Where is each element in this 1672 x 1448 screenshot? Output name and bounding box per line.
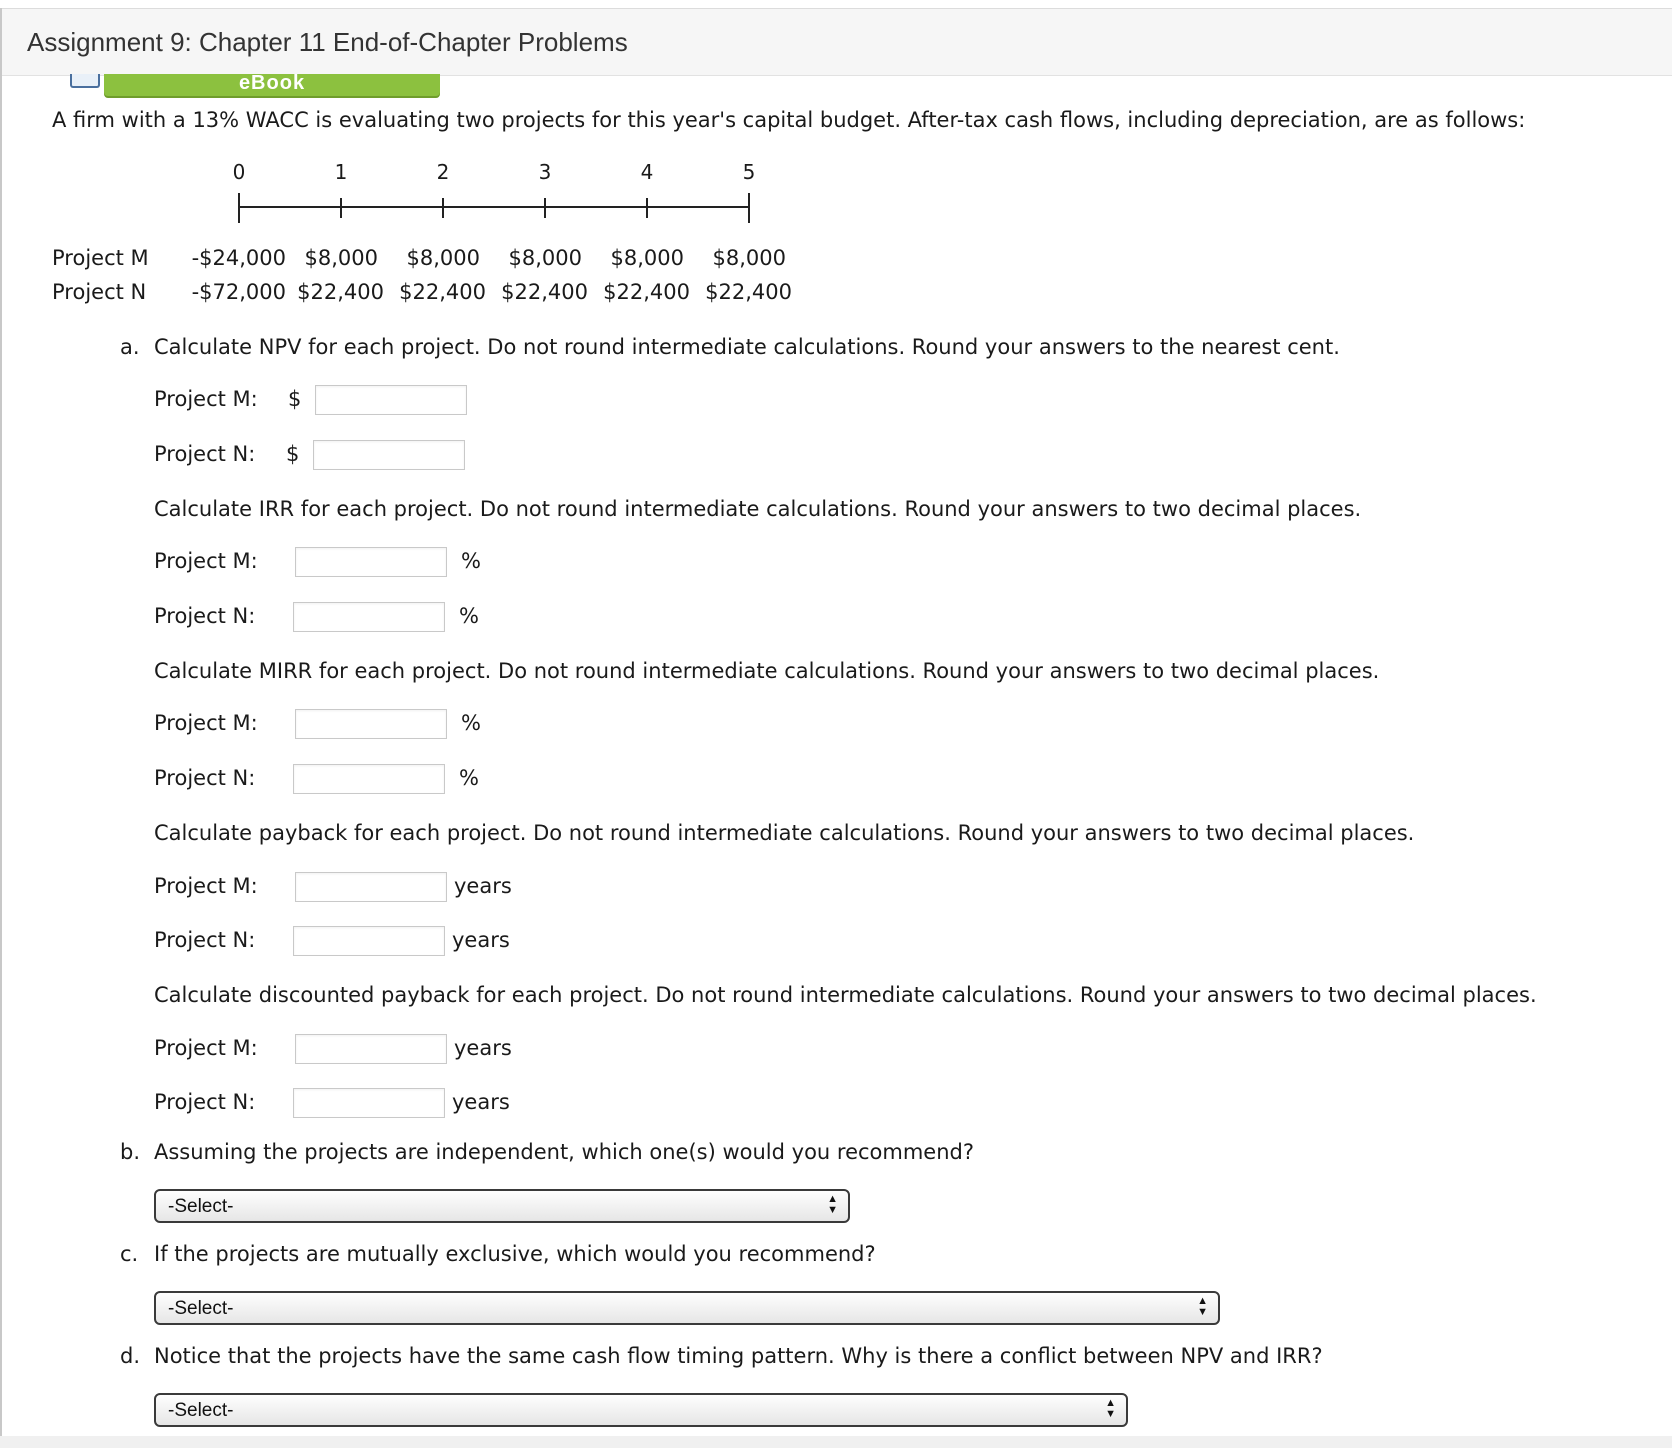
timeline-tick [442,198,444,218]
part-c-question: If the projects are mutually exclusive, which would you recommend? [154,1242,876,1266]
mirr-label-n: Project N: [154,766,256,790]
cash-flow-value: -$24,000 [191,246,286,270]
timeline-tick [238,193,240,223]
part-b-marker: b. [120,1140,141,1164]
npv-label-m: Project M: [154,387,258,411]
select-arrows-icon: ▲ ▼ [1105,1397,1116,1420]
years-unit: years [454,874,512,898]
payback-input-m[interactable] [295,872,447,902]
cash-flow-value: $8,000 [610,246,684,270]
assignment-title: Assignment 9: Chapter 11 End-of-Chapter Problems [27,27,628,57]
timeline-tick [748,193,750,223]
timeline-tick [646,198,648,218]
timeline-period-1: 1 [334,160,348,184]
project-name: Project M [52,246,149,270]
timeline-tick [544,198,546,218]
npv-label-n: Project N: [154,442,256,466]
mirr-input-m[interactable] [295,709,447,739]
percent-unit: % [459,766,479,790]
payback-label-m: Project M: [154,874,258,898]
payback-prompt: Calculate payback for each project. Do not round intermediate calculations. Round your answers to two decimal places. [154,821,1415,845]
cash-flow-value: $22,400 [399,280,486,304]
discounted-payback-input-m[interactable] [295,1034,447,1064]
cash-flow-value: $22,400 [501,280,588,304]
irr-prompt: Calculate IRR for each project. Do not round intermediate calculations. Round your answers to two decimal places. [154,497,1362,521]
cash-flow-value: $8,000 [304,246,378,270]
select-value: -Select- [168,1196,234,1217]
independent-recommendation-select[interactable] [154,1189,850,1223]
cash-flow-value: $8,000 [712,246,786,270]
irr-input-n[interactable] [293,602,445,632]
bottom-edge [0,1436,1672,1448]
npv-irr-conflict-select[interactable] [154,1393,1128,1427]
ebook-button-label: eBook [238,74,306,94]
cash-flow-value: $22,400 [297,280,384,304]
project-name: Project N [52,280,147,304]
irr-label-m: Project M: [154,549,258,573]
timeline-period-3: 3 [538,160,552,184]
mirr-input-n[interactable] [293,764,445,794]
cash-flow-value: $8,000 [508,246,582,270]
part-d-question: Notice that the projects have the same cash flow timing pattern. Why is there a conflict between NPV and IRR? [154,1344,1323,1368]
mutually-exclusive-recommendation-select[interactable] [154,1291,1220,1325]
book-icon[interactable] [70,74,100,88]
mirr-prompt: Calculate MIRR for each project. Do not round intermediate calculations. Round your answers to two decimal places. [154,659,1380,683]
timeline-axis [238,206,750,208]
irr-label-n: Project N: [154,604,256,628]
npv-input-n[interactable] [313,440,465,470]
percent-unit: % [461,549,481,573]
select-arrows-icon: ▲ ▼ [1197,1295,1208,1318]
discounted-payback-input-n[interactable] [293,1088,445,1118]
mirr-label-m: Project M: [154,711,258,735]
years-unit: years [452,928,510,952]
select-value: -Select- [168,1298,234,1319]
cash-flow-value: $8,000 [406,246,480,270]
npv-prompt: Calculate NPV for each project. Do not round intermediate calculations. Round your answers to the nearest cent. [154,335,1340,359]
ebook-button[interactable] [104,74,440,96]
cash-flow-value: -$72,000 [191,280,286,304]
npv-input-m[interactable] [315,385,467,415]
timeline-period-0: 0 [232,160,246,184]
cash-flow-value: $22,400 [603,280,690,304]
part-d-marker: d. [120,1344,141,1368]
problem-intro: A firm with a 13% WACC is evaluating two projects for this year's capital budget. After-tax cash flows, including depreciation, are as follows: [52,108,1526,132]
cash-flow-value: $22,400 [705,280,792,304]
discounted-payback-prompt: Calculate discounted payback for each project. Do not round intermediate calculations. Round your answers to two decimal places. [154,983,1537,1007]
years-unit: years [452,1090,510,1114]
left-border [0,8,2,1448]
top-border [0,0,1672,9]
payback-label-n: Project N: [154,928,256,952]
dollar-unit: $ [288,387,302,411]
part-a-marker: a. [120,335,140,359]
irr-input-m[interactable] [295,547,447,577]
percent-unit: % [459,604,479,628]
timeline-period-4: 4 [640,160,654,184]
timeline-tick [340,198,342,218]
percent-unit: % [461,711,481,735]
timeline-period-5: 5 [742,160,756,184]
discounted-payback-label-n: Project N: [154,1090,256,1114]
assignment-header [2,9,1672,76]
dollar-unit: $ [286,442,300,466]
select-arrows-icon: ▲ ▼ [827,1193,838,1216]
select-value: -Select- [168,1400,234,1421]
part-c-marker: c. [120,1242,139,1266]
payback-input-n[interactable] [293,926,445,956]
part-b-question: Assuming the projects are independent, which one(s) would you recommend? [154,1140,975,1164]
timeline-period-2: 2 [436,160,450,184]
years-unit: years [454,1036,512,1060]
discounted-payback-label-m: Project M: [154,1036,258,1060]
